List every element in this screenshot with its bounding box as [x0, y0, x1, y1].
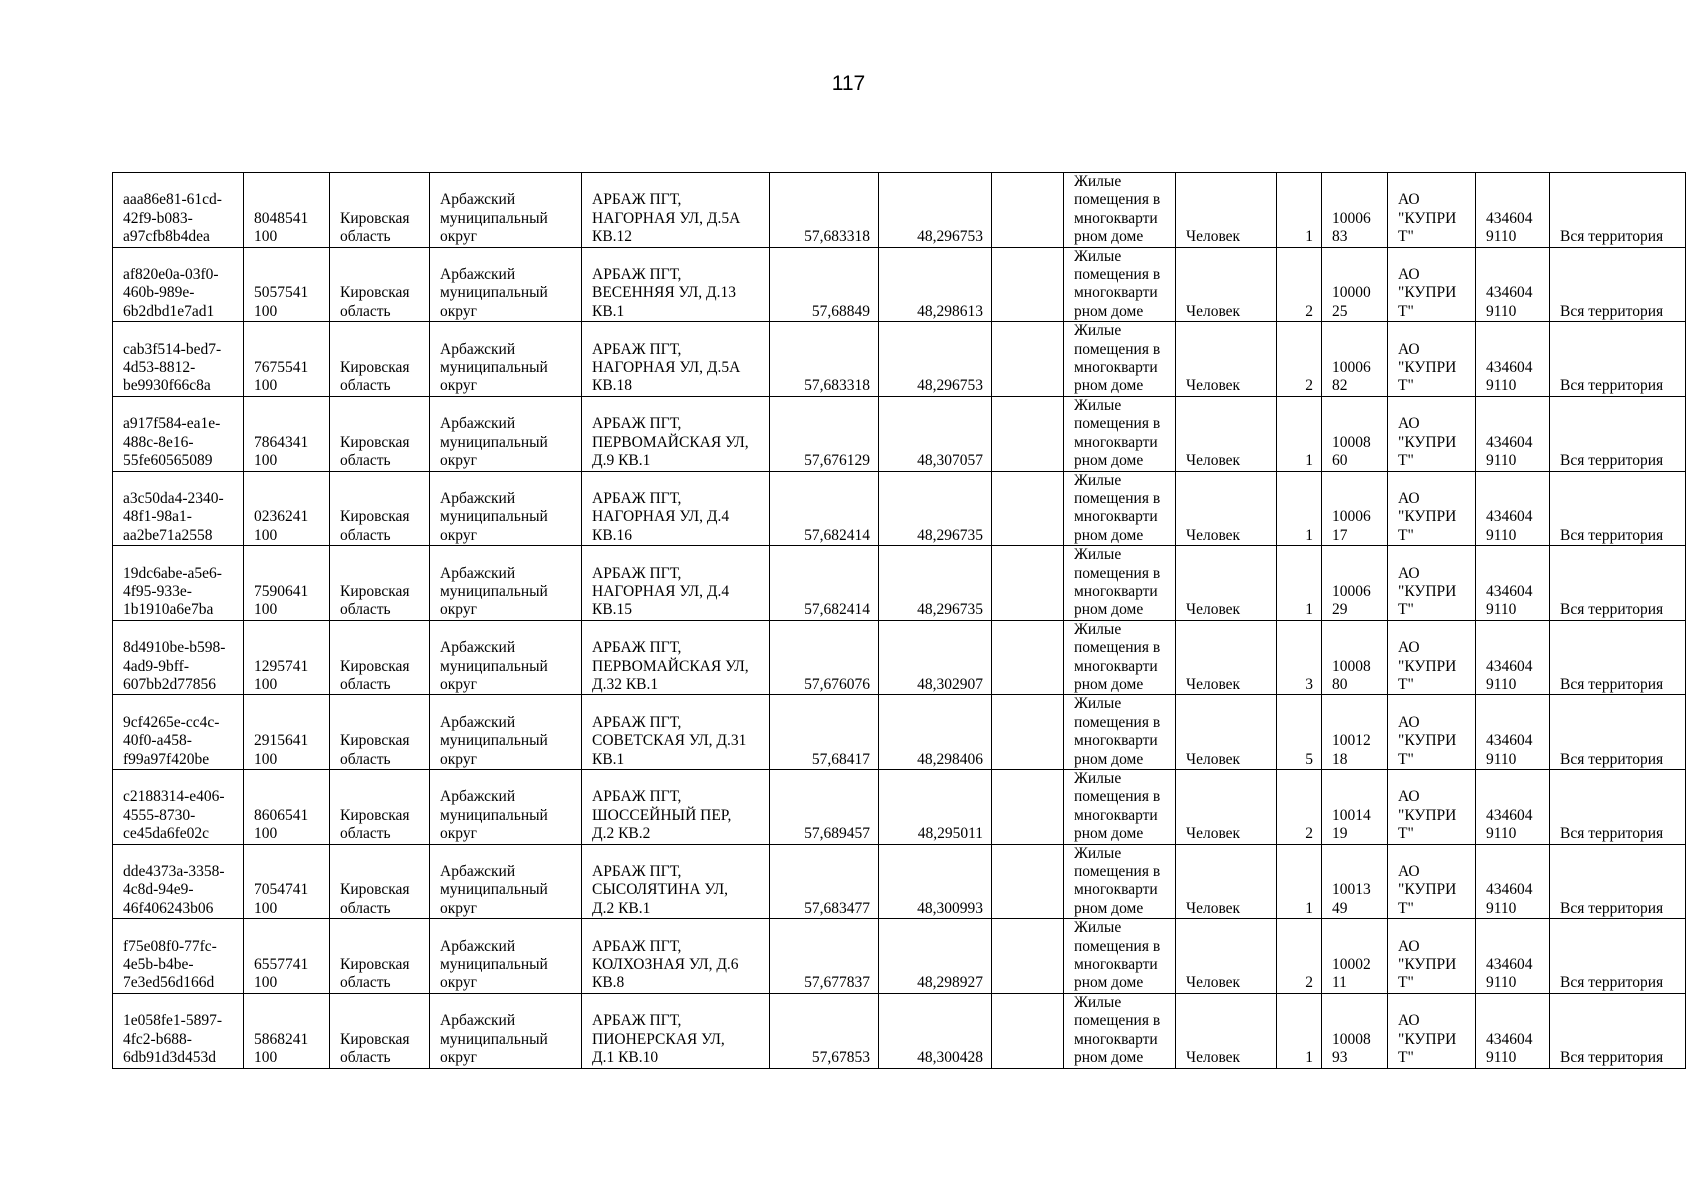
object-type-cell: Жилые помещения в многокварти рном доме: [1064, 620, 1176, 695]
latitude-cell: 57,683318: [770, 322, 879, 397]
empty-cell: [992, 247, 1064, 322]
latitude-cell: 57,683318: [770, 173, 879, 248]
unit-cell: Человек: [1176, 173, 1277, 248]
object-type-cell: Жилые помещения в многокварти рном доме: [1064, 471, 1176, 546]
region-cell: Кировская область: [330, 396, 430, 471]
inn-cell: 434604 9110: [1476, 770, 1550, 845]
object-type-cell: Жилые помещения в многокварти рном доме: [1064, 919, 1176, 994]
number-cell: 10000 25: [1322, 247, 1388, 322]
latitude-cell: 57,683477: [770, 844, 879, 919]
number-cell: 10002 11: [1322, 919, 1388, 994]
address-cell: АРБАЖ ПГТ, НАГОРНАЯ УЛ, Д.5А КВ.18: [582, 322, 770, 397]
organization-cell: АО "КУПРИ Т": [1388, 620, 1476, 695]
object-id-cell: dde4373a-3358- 4c8d-94e9- 46f406243b06: [113, 844, 244, 919]
quantity-cell: 2: [1277, 770, 1322, 845]
organization-cell: АО "КУПРИ Т": [1388, 471, 1476, 546]
object-id-cell: aaa86e81-61cd- 42f9-b083- a97cfb8b4dea: [113, 173, 244, 248]
unit-cell: Человек: [1176, 396, 1277, 471]
table-row: [113, 844, 1686, 919]
code-cell: 7864341 100: [244, 396, 330, 471]
address-cell: АРБАЖ ПГТ, ПИОНЕРСКАЯ УЛ, Д.1 КВ.10: [582, 993, 770, 1068]
object-type-cell: Жилые помещения в многокварти рном доме: [1064, 396, 1176, 471]
longitude-cell: 48,307057: [879, 396, 992, 471]
longitude-cell: 48,302907: [879, 620, 992, 695]
object-type-cell: Жилые помещения в многокварти рном доме: [1064, 993, 1176, 1068]
unit-cell: Человек: [1176, 247, 1277, 322]
territory-cell: Вся территория: [1550, 247, 1686, 322]
district-cell: Арбажский муниципальный округ: [430, 471, 582, 546]
number-cell: 10012 18: [1322, 695, 1388, 770]
empty-cell: [992, 546, 1064, 621]
object-id-cell: a3c50da4-2340- 48f1-98a1- aa2be71a2558: [113, 471, 244, 546]
organization-cell: АО "КУПРИ Т": [1388, 770, 1476, 845]
region-cell: Кировская область: [330, 173, 430, 248]
code-cell: 1295741 100: [244, 620, 330, 695]
inn-cell: 434604 9110: [1476, 620, 1550, 695]
object-id-cell: f75e08f0-77fc- 4e5b-b4be- 7e3ed56d166d: [113, 919, 244, 994]
district-cell: Арбажский муниципальный округ: [430, 396, 582, 471]
inn-cell: 434604 9110: [1476, 695, 1550, 770]
unit-cell: Человек: [1176, 844, 1277, 919]
organization-cell: АО "КУПРИ Т": [1388, 695, 1476, 770]
address-cell: АРБАЖ ПГТ, СЫСОЛЯТИНА УЛ, Д.2 КВ.1: [582, 844, 770, 919]
district-cell: Арбажский муниципальный округ: [430, 620, 582, 695]
number-cell: 10006 83: [1322, 173, 1388, 248]
code-cell: 2915641 100: [244, 695, 330, 770]
object-type-cell: Жилые помещения в многокварти рном доме: [1064, 247, 1176, 322]
latitude-cell: 57,67853: [770, 993, 879, 1068]
object-id-cell: a917f584-ea1e- 488c-8e16- 55fe60565089: [113, 396, 244, 471]
organization-cell: АО "КУПРИ Т": [1388, 396, 1476, 471]
empty-cell: [992, 919, 1064, 994]
quantity-cell: 1: [1277, 173, 1322, 248]
longitude-cell: 48,296735: [879, 546, 992, 621]
object-id-cell: 9cf4265e-cc4c- 40f0-a458- f99a97f420be: [113, 695, 244, 770]
address-cell: АРБАЖ ПГТ, ШОССЕЙНЫЙ ПЕР, Д.2 КВ.2: [582, 770, 770, 845]
address-cell: АРБАЖ ПГТ, ПЕРВОМАЙСКАЯ УЛ, Д.9 КВ.1: [582, 396, 770, 471]
table-row: [113, 993, 1686, 1068]
inn-cell: 434604 9110: [1476, 993, 1550, 1068]
empty-cell: [992, 471, 1064, 546]
empty-cell: [992, 173, 1064, 248]
table-row: [113, 396, 1686, 471]
inn-cell: 434604 9110: [1476, 844, 1550, 919]
quantity-cell: 1: [1277, 471, 1322, 546]
number-cell: 10008 93: [1322, 993, 1388, 1068]
inn-cell: 434604 9110: [1476, 471, 1550, 546]
organization-cell: АО "КУПРИ Т": [1388, 993, 1476, 1068]
number-cell: 10014 19: [1322, 770, 1388, 845]
organization-cell: АО "КУПРИ Т": [1388, 919, 1476, 994]
object-type-cell: Жилые помещения в многокварти рном доме: [1064, 546, 1176, 621]
latitude-cell: 57,68417: [770, 695, 879, 770]
territory-cell: Вся территория: [1550, 993, 1686, 1068]
object-id-cell: 8d4910be-b598- 4ad9-9bff- 607bb2d77856: [113, 620, 244, 695]
table-row: [113, 322, 1686, 397]
inn-cell: 434604 9110: [1476, 173, 1550, 248]
number-cell: 10006 29: [1322, 546, 1388, 621]
longitude-cell: 48,298613: [879, 247, 992, 322]
latitude-cell: 57,676129: [770, 396, 879, 471]
object-id-cell: 1e058fe1-5897- 4fc2-b688- 6db91d3d453d: [113, 993, 244, 1068]
territory-cell: Вся территория: [1550, 770, 1686, 845]
latitude-cell: 57,676076: [770, 620, 879, 695]
district-cell: Арбажский муниципальный округ: [430, 844, 582, 919]
object-type-cell: Жилые помещения в многокварти рном доме: [1064, 770, 1176, 845]
region-cell: Кировская область: [330, 919, 430, 994]
inn-cell: 434604 9110: [1476, 919, 1550, 994]
quantity-cell: 1: [1277, 844, 1322, 919]
inn-cell: 434604 9110: [1476, 396, 1550, 471]
code-cell: 7590641 100: [244, 546, 330, 621]
code-cell: 8606541 100: [244, 770, 330, 845]
longitude-cell: 48,296735: [879, 471, 992, 546]
code-cell: 5868241 100: [244, 993, 330, 1068]
latitude-cell: 57,68849: [770, 247, 879, 322]
object-type-cell: Жилые помещения в многокварти рном доме: [1064, 322, 1176, 397]
inn-cell: 434604 9110: [1476, 247, 1550, 322]
table-row: [113, 770, 1686, 845]
unit-cell: Человек: [1176, 695, 1277, 770]
code-cell: 0236241 100: [244, 471, 330, 546]
organization-cell: АО "КУПРИ Т": [1388, 844, 1476, 919]
empty-cell: [992, 770, 1064, 845]
longitude-cell: 48,300428: [879, 993, 992, 1068]
empty-cell: [992, 844, 1064, 919]
longitude-cell: 48,298927: [879, 919, 992, 994]
region-cell: Кировская область: [330, 695, 430, 770]
territory-cell: Вся территория: [1550, 173, 1686, 248]
table-row: [113, 695, 1686, 770]
inn-cell: 434604 9110: [1476, 322, 1550, 397]
page-number: 117: [831, 72, 866, 95]
table-row: [113, 620, 1686, 695]
quantity-cell: 2: [1277, 919, 1322, 994]
region-cell: Кировская область: [330, 546, 430, 621]
unit-cell: Человек: [1176, 919, 1277, 994]
territory-cell: Вся территория: [1550, 620, 1686, 695]
latitude-cell: 57,677837: [770, 919, 879, 994]
table-row: [113, 247, 1686, 322]
region-cell: Кировская область: [330, 993, 430, 1068]
address-cell: АРБАЖ ПГТ, НАГОРНАЯ УЛ, Д.4 КВ.15: [582, 546, 770, 621]
empty-cell: [992, 993, 1064, 1068]
region-cell: Кировская область: [330, 620, 430, 695]
region-cell: Кировская область: [330, 844, 430, 919]
quantity-cell: 1: [1277, 546, 1322, 621]
longitude-cell: 48,298406: [879, 695, 992, 770]
longitude-cell: 48,300993: [879, 844, 992, 919]
latitude-cell: 57,689457: [770, 770, 879, 845]
object-type-cell: Жилые помещения в многокварти рном доме: [1064, 695, 1176, 770]
territory-cell: Вся территория: [1550, 919, 1686, 994]
number-cell: 10013 49: [1322, 844, 1388, 919]
code-cell: 6557741 100: [244, 919, 330, 994]
district-cell: Арбажский муниципальный округ: [430, 770, 582, 845]
latitude-cell: 57,682414: [770, 471, 879, 546]
number-cell: 10008 80: [1322, 620, 1388, 695]
unit-cell: Человек: [1176, 993, 1277, 1068]
unit-cell: Человек: [1176, 770, 1277, 845]
object-id-cell: c2188314-e406- 4555-8730- ce45da6fe02c: [113, 770, 244, 845]
object-type-cell: Жилые помещения в многокварти рном доме: [1064, 173, 1176, 248]
district-cell: Арбажский муниципальный округ: [430, 695, 582, 770]
district-cell: Арбажский муниципальный округ: [430, 322, 582, 397]
organization-cell: АО "КУПРИ Т": [1388, 247, 1476, 322]
table-row: [113, 546, 1686, 621]
quantity-cell: 1: [1277, 396, 1322, 471]
address-cell: АРБАЖ ПГТ, НАГОРНАЯ УЛ, Д.5А КВ.12: [582, 173, 770, 248]
territory-cell: Вся территория: [1550, 695, 1686, 770]
organization-cell: АО "КУПРИ Т": [1388, 322, 1476, 397]
empty-cell: [992, 396, 1064, 471]
longitude-cell: 48,295011: [879, 770, 992, 845]
district-cell: Арбажский муниципальный округ: [430, 993, 582, 1068]
table-row: [113, 173, 1686, 248]
empty-cell: [992, 695, 1064, 770]
table-row: [113, 919, 1686, 994]
district-cell: Арбажский муниципальный округ: [430, 546, 582, 621]
territory-cell: Вся территория: [1550, 546, 1686, 621]
unit-cell: Человек: [1176, 546, 1277, 621]
organization-cell: АО "КУПРИ Т": [1388, 173, 1476, 248]
region-cell: Кировская область: [330, 770, 430, 845]
number-cell: 10006 82: [1322, 322, 1388, 397]
code-cell: 7054741 100: [244, 844, 330, 919]
quantity-cell: 2: [1277, 322, 1322, 397]
territory-cell: Вся территория: [1550, 322, 1686, 397]
table-row: [113, 471, 1686, 546]
code-cell: 8048541 100: [244, 173, 330, 248]
code-cell: 5057541 100: [244, 247, 330, 322]
district-cell: Арбажский муниципальный округ: [430, 247, 582, 322]
territory-cell: Вся территория: [1550, 396, 1686, 471]
address-cell: АРБАЖ ПГТ, СОВЕТСКАЯ УЛ, Д.31 КВ.1: [582, 695, 770, 770]
inn-cell: 434604 9110: [1476, 546, 1550, 621]
address-cell: АРБАЖ ПГТ, ВЕСЕННЯЯ УЛ, Д.13 КВ.1: [582, 247, 770, 322]
address-cell: АРБАЖ ПГТ, КОЛХОЗНАЯ УЛ, Д.6 КВ.8: [582, 919, 770, 994]
quantity-cell: 3: [1277, 620, 1322, 695]
organization-cell: АО "КУПРИ Т": [1388, 546, 1476, 621]
unit-cell: Человек: [1176, 620, 1277, 695]
object-id-cell: 19dc6abe-a5e6- 4f95-933e- 1b1910a6e7ba: [113, 546, 244, 621]
address-cell: АРБАЖ ПГТ, НАГОРНАЯ УЛ, Д.4 КВ.16: [582, 471, 770, 546]
unit-cell: Человек: [1176, 322, 1277, 397]
registry-table: [112, 172, 1686, 1069]
district-cell: Арбажский муниципальный округ: [430, 173, 582, 248]
object-type-cell: Жилые помещения в многокварти рном доме: [1064, 844, 1176, 919]
region-cell: Кировская область: [330, 247, 430, 322]
district-cell: Арбажский муниципальный округ: [430, 919, 582, 994]
object-id-cell: cab3f514-bed7- 4d53-8812- be9930f66c8a: [113, 322, 244, 397]
number-cell: 10006 17: [1322, 471, 1388, 546]
code-cell: 7675541 100: [244, 322, 330, 397]
address-cell: АРБАЖ ПГТ, ПЕРВОМАЙСКАЯ УЛ, Д.32 КВ.1: [582, 620, 770, 695]
quantity-cell: 1: [1277, 993, 1322, 1068]
longitude-cell: 48,296753: [879, 173, 992, 248]
territory-cell: Вся территория: [1550, 844, 1686, 919]
object-id-cell: af820e0a-03f0- 460b-989e- 6b2dbd1e7ad1: [113, 247, 244, 322]
quantity-cell: 5: [1277, 695, 1322, 770]
territory-cell: Вся территория: [1550, 471, 1686, 546]
region-cell: Кировская область: [330, 322, 430, 397]
empty-cell: [992, 620, 1064, 695]
quantity-cell: 2: [1277, 247, 1322, 322]
registry-body: [113, 173, 1686, 1069]
empty-cell: [992, 322, 1064, 397]
latitude-cell: 57,682414: [770, 546, 879, 621]
longitude-cell: 48,296753: [879, 322, 992, 397]
unit-cell: Человек: [1176, 471, 1277, 546]
number-cell: 10008 60: [1322, 396, 1388, 471]
region-cell: Кировская область: [330, 471, 430, 546]
